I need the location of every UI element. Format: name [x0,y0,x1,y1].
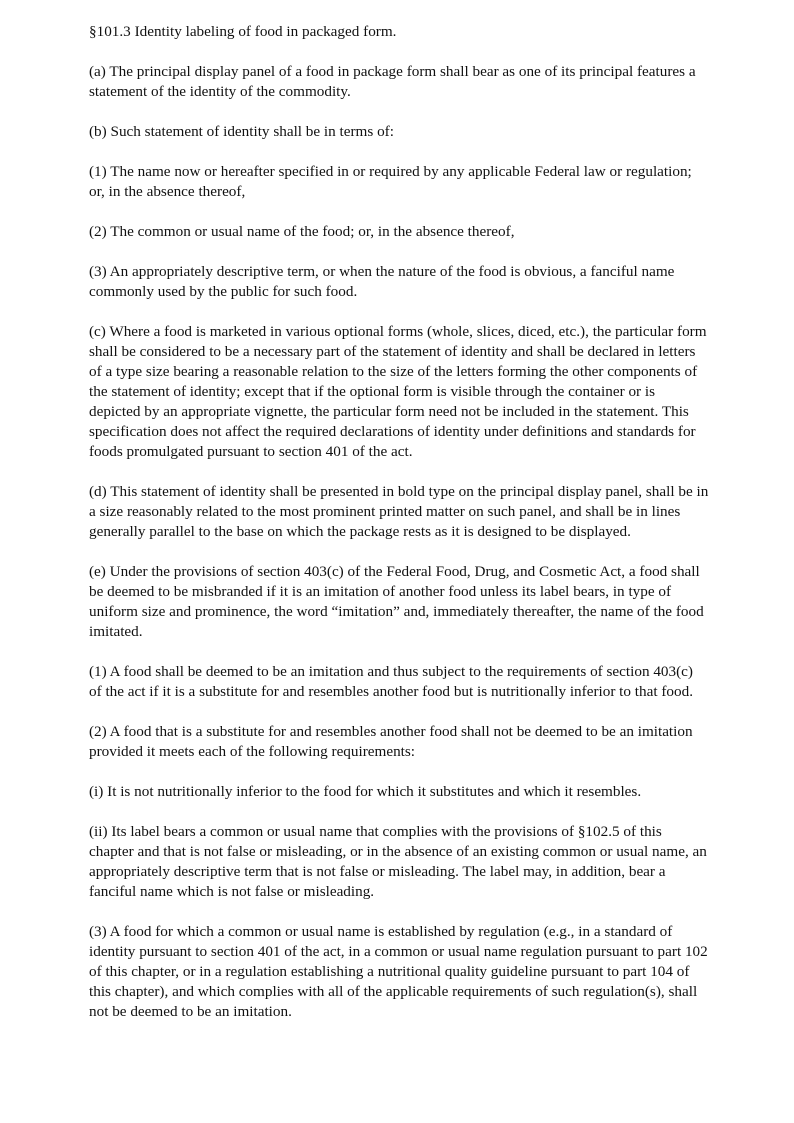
paragraph-d: (d) This statement of identity shall be presented in bold type on the principal display panel, shall be in a size reasonably related to the most prominent printed matter on such panel, and shall be in lines generally parallel to the base on which the package rests as it is designed to be displayed. [89,483,709,540]
paragraph-e-2-i: (i) It is not nutritionally inferior to the food for which it substitutes and which it resembles. [89,783,642,800]
document-page [89,22,709,1022]
paragraph-e-2: (2) A food that is a substitute for and resembles another food shall not be deemed to be an imitation provided it meets each of the following requirements: [89,723,693,760]
paragraph-b-3: (3) An appropriately descriptive term, or when the nature of the food is obvious, a fanciful name commonly used by the public for such food. [89,263,675,300]
paragraph-e-2-ii: (ii) Its label bears a common or usual name that complies with the provisions of §102.5 of this chapter and that is not false or misleading, or in the absence of an existing common or usual name, an appropriately descriptive term that is not false or misleading. The label may, in addition, bear a fanciful name which is not false or misleading. [89,823,707,900]
paragraph-a: (a) The principal display panel of a food in package form shall bear as one of its principal features a statement of the identity of the commodity. [89,63,696,100]
paragraph-e: (e) Under the provisions of section 403(c) of the Federal Food, Drug, and Cosmetic Act, a food shall be deemed to be misbranded if it is an imitation of another food unless its label bears, in type of uniform size and prominence, the word “imitation” and, immediately thereafter, the name of the food imitated. [89,563,704,640]
paragraph-c: (c) Where a food is marketed in various optional forms (whole, slices, diced, etc.), the particular form shall be considered to be a necessary part of the statement of identity and shall be declared in letters of a type size bearing a reasonable relation to the size of the letters forming the other components of the statement of identity; except that if the optional form is visible through the container or is depicted by an appropriate vignette, the particular form need not be included in the statement. This specification does not affect the required declarations of identity under definitions and standards for foods promulgated pursuant to section 401 of the act. [89,323,707,460]
paragraph-b-2: (2) The common or usual name of the food; or, in the absence thereof, [89,223,515,240]
section-heading: §101.3 Identity labeling of food in packaged form. [89,23,397,40]
paragraph-e-3: (3) A food for which a common or usual name is established by regulation (e.g., in a standard of identity pursuant to section 401 of the act, in a common or usual name regulation pursuant to part 102 of this chapter, or in a regulation establishing a nutritional quality guideline pursuant to part 104 of this chapter), and which complies with all of the applicable requirements of such regulation(s), shall not be deemed to be an imitation. [89,923,708,1020]
paragraph-e-1: (1) A food shall be deemed to be an imitation and thus subject to the requirements of section 403(c) of the act if it is a substitute for and resembles another food but is nutritionally inferior to that food. [89,663,693,700]
paragraph-b-1: (1) The name now or hereafter specified in or required by any applicable Federal law or regulation; or, in the absence thereof, [89,163,692,200]
paragraph-b: (b) Such statement of identity shall be in terms of: [89,123,394,140]
